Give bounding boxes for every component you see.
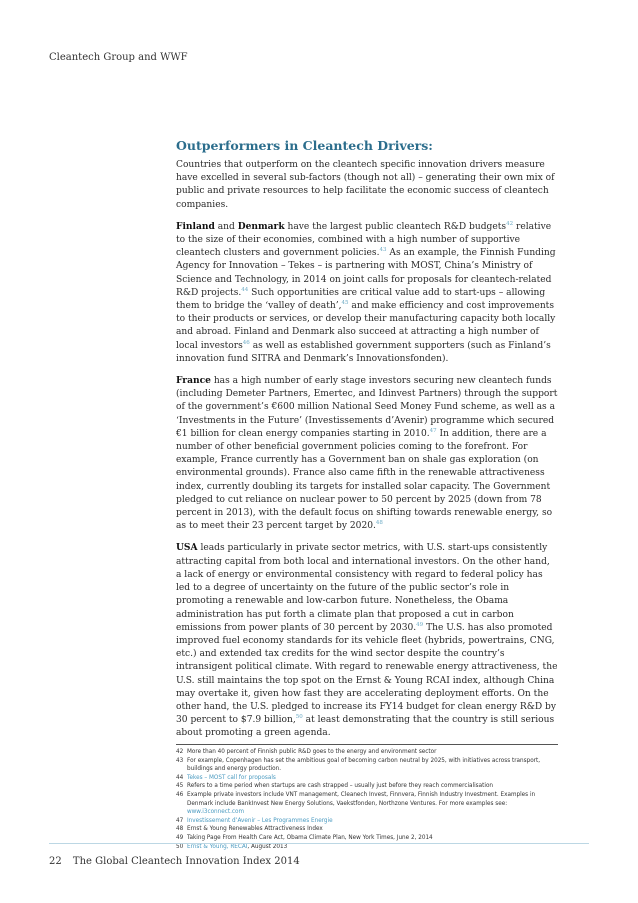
footnote-item: 44 Tekes – MOST call for proposals <box>176 774 276 781</box>
footnote-link[interactable]: Tekes – MOST call for proposals <box>187 774 276 781</box>
footnote-ref[interactable]: 49 <box>416 621 424 628</box>
finland-denmark-paragraph: Finland and Denmark have the largest public cleantech R&D budgets$^{42}$ relative to the size of their economies, combined with a high number of supportive cleantech clusters and government policies.$^{43}$ As an example, the Finnish Funding Agency for Innovation – Tekes – is partnering with MOST, China’s Ministry of Science and Technology, in 2014 on joint calls for proposals for cleantech-related R&D projects.$^{44}$ Such opportunities are critical value add to start-ups – allowing them to bridge the ‘valley of death’,$^{45}$ and make efficiency and cost improvements to their products or services, or develop their manufacturing capacity both locally and abroad. Finland and Denmark also succeed at attracting a high number of local investors$^{46}$ as well as established government supporters (such as Finland’s innovation fund SITRA and Denmark’s Innovationsfonden). <box>176 220 556 364</box>
footnote-ref[interactable]: 44 <box>241 286 249 293</box>
intro-paragraph: Countries that outperform on the cleantech specific innovation drivers measure have excelled in several sub-factors (though not all) – generating their own mix of public and private resources to help facilitate the economic success of cleantech companies. <box>176 160 555 210</box>
footnote-ref[interactable]: 42 <box>506 220 514 227</box>
publication-title: The Global Cleantech Innovation Index 2014 <box>72 856 300 867</box>
footnotes <box>176 748 558 851</box>
footnote-ref[interactable]: 43 <box>379 247 387 254</box>
footnote-item: 50 Ernst & Young, RECAI, August 2013 <box>176 843 288 850</box>
page-number: 22 <box>49 856 62 867</box>
footnote-item: 42 More than 40 percent of Finnish public R&D goes to the energy and environment sector <box>176 749 437 755</box>
country-france: France <box>176 375 211 387</box>
footnote-item: 49 Taking Page From Health Care Act, Obama Climate Plan, New York Times, June 2, 2014 <box>176 834 433 841</box>
footnote-link[interactable]: Ernst & Young, RECAI <box>187 843 248 850</box>
country-finland: Finland <box>176 220 215 232</box>
footnote-ref[interactable]: 46 <box>242 339 250 346</box>
footnote-item: 47 Investissement d’Avenir – Les Programmes Energie <box>176 817 333 824</box>
usa-paragraph: USA leads particularly in private sector metrics, with U.S. start-ups consistently attracting capital from both local and international investors. On the other hand, a lack of energy or environmental consistency with regard to federal policy has led to a degree of uncertainty on the future of the public sector’s role in promoting a renewable and low-carbon future. Nonetheless, the Obama administration has put forth a climate plan that proposed a cut in carbon emissions from power plants of 30 percent by 2030.49 The U.S. has also promoted improved fuel economy standards for its vehicle fleet (hybrids, powertrains, CNG, etc.) and extended tax credits for the wind sector despite the country’s intransigent political climate. With regard to renewable energy attractiveness, the U.S. still maintains the top spot on the Ernst & Young RCAI index, although China may overtake it, given how fast they are accelerating deployment efforts. On the other hand, the U.S. pledged to increase its FY14 budget for clean energy R&D by 30 percent to $7.9 billion,$^{50}$ at least demonstrating that the country is still serious about promoting a green agenda. <box>176 542 558 739</box>
running-header: Cleantech Group and WWF <box>49 52 188 63</box>
page-footer <box>49 856 300 867</box>
footnote-ref[interactable]: 48 <box>375 520 383 527</box>
footnote-item: 46 Example private investors include VNT management, Cleanech Invest, Finnvera, Finnish Industry Investment. Examples in Denmark include BankInvest New Energy Solutions, Vaekstfonden, Northzone Ventures. For more examples see: www.i3connect.com <box>176 791 536 816</box>
footnote-item: 45 Refers to a time period when startups are cash strapped – usually just before they reach commercialisation <box>176 783 494 790</box>
country-usa: USA <box>176 542 198 554</box>
footnote-ref[interactable]: 45 <box>341 300 349 306</box>
footer-divider <box>49 843 589 844</box>
france-paragraph: France has a high number of early stage investors securing new cleantech funds (including Demeter Partners, Emertec, and Idinvest Partners) through the support of the government’s €600 million National Seed Money Fund scheme, as well as a ‘Investments in the Future’ (Investissements d’Avenir) programme which secured €1 billion for clean energy companies starting in 2010.47 In addition, there are a number of other beneficial government policies coming to the forefront. For example, France currently has a Government ban on shale gas exploration (on environmental grounds). France also came fifth in the renewable attractiveness index, currently doubling its targets for installed solar capacity. The Government pledged to cut reliance on nuclear power to 50 percent by 2025 (down from 78 percent in 2013), with the default focus on shifting towards renewable energy, so as to meet their 23 percent target by 2020.48 <box>176 375 558 532</box>
main-content <box>176 138 558 749</box>
section-title: Outperformers in Cleantech Drivers: <box>176 138 433 153</box>
footnote-item: 48 Ernst & Young Renewables Attractiveness Index <box>176 826 323 833</box>
footnote-divider <box>176 744 558 745</box>
footnote-ref[interactable]: 47 <box>429 427 437 434</box>
footnote-link[interactable]: Investissement d’Avenir – Les Programmes Energie <box>187 817 333 824</box>
country-denmark: Denmark <box>237 220 285 232</box>
footnote-link[interactable]: www.i3connect.com <box>187 809 245 816</box>
footnote-ref[interactable]: 50 <box>295 714 303 721</box>
footnote-item: 43 For example, Copenhagen has set the ambitious goal of becoming carbon neutral by 2025, with initiatives across transport, buildings and energy production. <box>176 757 541 773</box>
